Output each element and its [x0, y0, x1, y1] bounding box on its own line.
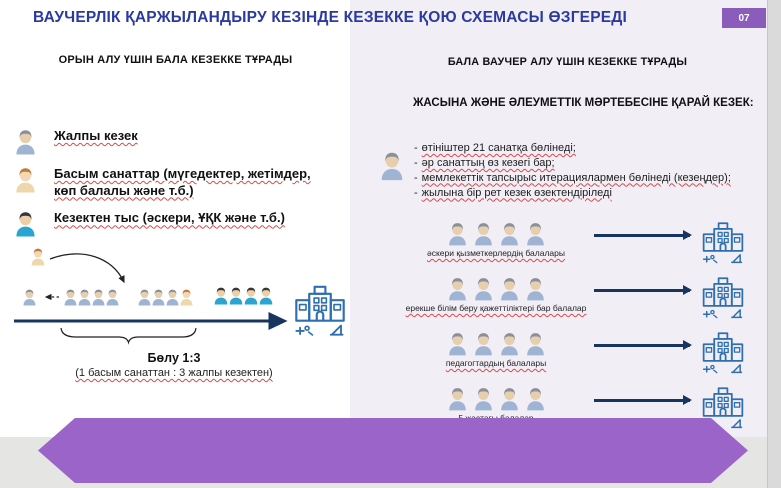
bottom-ribbon	[38, 418, 748, 483]
queue-arrow	[594, 344, 690, 347]
person-priority-icon	[14, 166, 37, 193]
ratio-note	[0, 367, 348, 379]
kindergarten-icon	[296, 287, 343, 335]
queue-group-b	[139, 290, 193, 306]
queue-label: ерекше білім беру қажеттіліктері бар балалар	[405, 303, 587, 313]
person-icon	[525, 386, 546, 411]
queue-ratio-diagram	[6, 244, 351, 346]
queue-types-legend	[14, 128, 339, 248]
person-extraordinary-icon	[14, 210, 37, 237]
category-queues	[398, 221, 746, 430]
rule-item: - жылына бір рет кезек өзектендіріледі	[414, 186, 612, 199]
person-general-icon	[14, 128, 37, 155]
queue-row-special-needs	[398, 276, 746, 320]
person-icon	[32, 249, 45, 266]
queue-people	[447, 386, 546, 411]
queue-people	[447, 276, 546, 301]
queue-group	[398, 276, 594, 314]
ratio-note-text: (1 басым санаттан : 3 жалпы кезектен)	[75, 367, 273, 379]
person-icon	[473, 221, 494, 246]
queue-arrow	[594, 289, 690, 292]
queue-row-military	[398, 221, 746, 265]
person-icon	[525, 221, 546, 246]
person-icon	[499, 276, 520, 301]
person-icon	[473, 276, 494, 301]
page-number-badge: 07	[722, 8, 766, 28]
kindergarten-icon	[700, 331, 746, 375]
queue-arrow	[594, 399, 690, 402]
queue-group	[398, 331, 594, 369]
person-icon	[499, 221, 520, 246]
person-icon	[525, 276, 546, 301]
rules-list	[414, 141, 762, 200]
person-icon	[24, 290, 36, 306]
queue-people	[447, 221, 546, 246]
queue-row-teachers	[398, 331, 746, 375]
person-icon	[499, 386, 520, 411]
person-icon	[379, 150, 405, 181]
legend-label: Басым санаттар (мүгедектер, жетімдер, көп балалы және т.б.)	[54, 166, 311, 198]
rule-item: - өтініштер 21 санатқа бөлінеді;	[414, 142, 576, 154]
person-icon	[447, 221, 468, 246]
person-icon	[499, 331, 520, 356]
ratio-brace	[61, 328, 196, 343]
person-icon	[473, 331, 494, 356]
person-icon	[447, 276, 468, 301]
rules-block	[379, 141, 763, 200]
queue-arrow	[594, 234, 690, 237]
legend-label: Жалпы кезек	[54, 128, 138, 143]
left-column-header: ОРЫН АЛУ ҮШІН БАЛА КЕЗЕККЕ ТҰРАДЫ	[58, 54, 293, 66]
queue-people	[447, 331, 546, 356]
window-edge-strip	[767, 0, 781, 488]
queue-group-a	[65, 290, 119, 306]
rule-item: - әр санаттың өз кезегі бар;	[414, 156, 555, 169]
legend-label: Кезектен тыс (әскери, ҰҚК және т.б.)	[54, 210, 285, 226]
kindergarten-icon	[700, 276, 746, 320]
rule-item: - мемлекеттік тапсырыс итерациялармен бөлінеді (кезеңдер);	[414, 171, 731, 184]
slide-title: ВАУЧЕРЛІК ҚАРЖЫЛАНДЫРУ КЕЗІНДЕ КЕЗЕККЕ ҚОЮ СХЕМАСЫ ӨЗГЕРЕДІ	[33, 9, 628, 26]
legend-item-extraordinary	[14, 210, 339, 237]
person-icon	[447, 386, 468, 411]
queue-label: әскери қызметкерлердің балалары	[427, 248, 565, 258]
kindergarten-icon	[700, 221, 746, 265]
queue-group	[398, 221, 594, 259]
queue-group-priority-out	[215, 288, 273, 305]
right-column-header: БАЛА ВАУЧЕР АЛУ ҮШІН КЕЗЕККЕ ТҰРАДЫ	[447, 56, 688, 68]
queue-label: педагогтардың балалары	[445, 358, 547, 368]
legend-item-priority	[14, 166, 339, 199]
person-icon	[473, 386, 494, 411]
person-icon	[525, 331, 546, 356]
right-subheader: ЖАСЫНА ЖӘНЕ ӘЛЕУМЕТТІК МӘРТЕБЕСІНЕ ҚАРАЙ КЕЗЕК:	[413, 97, 754, 109]
ratio-title: Бөлу 1:3	[147, 351, 201, 365]
legend-item-general	[14, 128, 339, 155]
person-icon	[447, 331, 468, 356]
insert-curve-arrow	[50, 254, 124, 282]
